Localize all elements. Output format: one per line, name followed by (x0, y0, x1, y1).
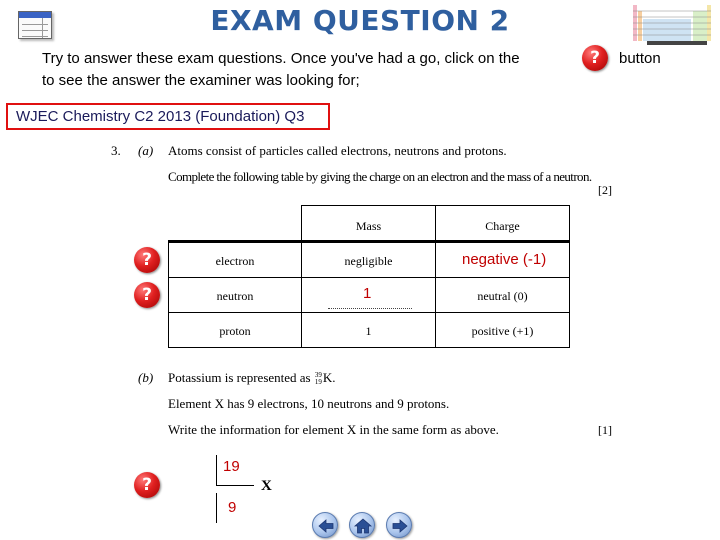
part-a-line-1: Atoms consist of particles called electrons, neutrons and protons. (168, 143, 507, 158)
part-b-line-1-text: Potassium is represented as (168, 370, 311, 385)
instructions-line-2: to see the answer the examiner was looking for; (42, 72, 360, 89)
reveal-neutron-mass-button[interactable]: ? (134, 282, 160, 308)
help-icon: ? (582, 45, 608, 71)
element-x-symbol: X (261, 478, 272, 494)
back-button[interactable] (312, 512, 338, 538)
part-a-line-2: Complete the following table by giving the charge on an electron and the mass of a neutron. (168, 169, 592, 184)
answer-atomic-number: 9 (228, 499, 237, 516)
source-label: WJEC Chemistry C2 2013 (Foundation) Q3 (6, 103, 330, 130)
home-icon (353, 516, 373, 536)
part-a-label: (a) (138, 143, 154, 158)
answer-electron-charge: negative (-1) (462, 251, 547, 268)
row-electron-particle: electron (215, 254, 255, 268)
answer-neutron-mass: 1 (363, 285, 372, 302)
row-neutron-particle: neutron (216, 289, 254, 303)
isotope-symbol: K. (322, 370, 336, 385)
part-a-marks: [2] (598, 183, 612, 197)
isotope-mass-number: 39 (314, 371, 322, 380)
part-b-line-3: Write the information for element X in the same form as above. (168, 422, 499, 437)
header-charge: Charge (485, 219, 520, 233)
header-mass: Mass (355, 219, 382, 233)
home-button[interactable] (349, 512, 375, 538)
row-proton-mass: 1 (365, 324, 372, 338)
periodic-table-icon (633, 3, 711, 45)
page-title: EXAM QUESTION 2 (210, 4, 510, 37)
row-proton-particle: proton (219, 324, 251, 338)
part-b-line-1 (168, 370, 336, 386)
instructions-button-word: button (619, 50, 661, 67)
isotope-atomic-number: 19 (314, 378, 322, 387)
row-electron-mass: negligible (344, 254, 393, 268)
reveal-element-x-button[interactable]: ? (134, 472, 160, 498)
answer-dotted-line (328, 308, 412, 309)
row-neutron-charge: neutral (0) (477, 289, 528, 303)
instructions-line-1: Try to answer these exam questions. Once you've had a go, click on the (42, 50, 520, 67)
reveal-electron-charge-button[interactable]: ? (134, 247, 160, 273)
forward-button[interactable] (386, 512, 412, 538)
part-b-label: (b) (138, 370, 154, 385)
answer-mass-number: 19 (223, 458, 240, 475)
isotope-numbers (315, 372, 322, 386)
row-proton-charge: positive (+1) (471, 324, 534, 338)
question-number: 3. (111, 143, 121, 158)
part-b-marks: [1] (598, 423, 612, 437)
forward-arrow-icon (390, 516, 410, 536)
part-b-line-2: Element X has 9 electrons, 10 neutrons and 9 protons. (168, 396, 450, 411)
back-arrow-icon (316, 516, 336, 536)
